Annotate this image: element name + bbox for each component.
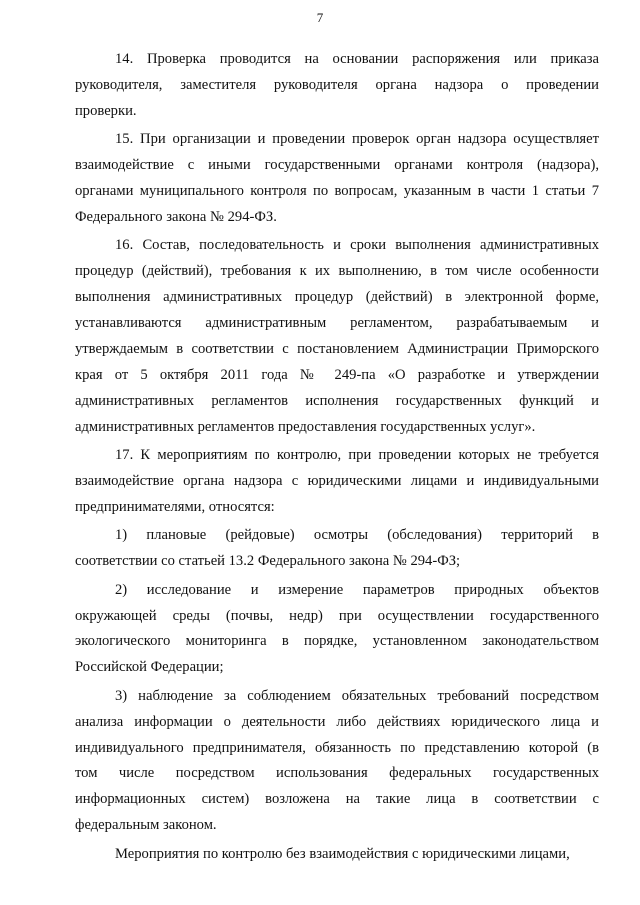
text-line: 15. При организации и проведении проверок орган надзора осуществляет: [115, 131, 599, 148]
text-line: 16. Состав, последовательность и сроки выполнения административных: [115, 237, 599, 254]
text-line: предпринимателями, относятся:: [75, 498, 275, 515]
text-line: окружающей среды (почвы, недр) при осуществлении государственного: [75, 607, 599, 624]
paragraph: [75, 127, 599, 231]
text-line: административных регламентов предоставления государственных услуг».: [75, 418, 536, 435]
text-line: края от 5 октября 2011 года № 249-па «О разработке и утверждении: [75, 366, 599, 383]
text-line: анализа информации о деятельности либо действиях юридического лица и: [75, 713, 599, 730]
paragraph: [75, 578, 599, 682]
text-line: административных регламентов исполнения государственных функций и: [75, 392, 599, 409]
paragraph: [75, 523, 599, 575]
paragraph: [75, 47, 599, 125]
text-line: выполнения административных процедур (действий) в электронной форме,: [75, 289, 599, 306]
text-line: утверждаемым в соответствии с постановлением Администрации Приморского: [75, 340, 599, 357]
paragraph: [75, 684, 599, 839]
text-line: соответствии со статьей 13.2 Федерального закона № 294-ФЗ;: [75, 553, 461, 570]
text-line: 14. Проверка проводится на основании распоряжения или приказа: [115, 51, 599, 67]
text-line: 1) плановые (рейдовые) осмотры (обследования) территорий в: [115, 527, 599, 544]
text-line: 17. К мероприятиям по контролю, при проведении которых не требуется: [115, 447, 599, 464]
document-body: [75, 47, 599, 870]
text-line: федеральным законом.: [75, 817, 217, 834]
text-line: 2) исследование и измерение параметров природных объектов: [115, 581, 599, 598]
text-line: взаимодействие с иными государственными органами контроля (надзора),: [75, 157, 599, 174]
text-line: индивидуального предпринимателя, обязанность по представлению которой (в: [75, 739, 599, 756]
page-number: 7: [316, 10, 324, 25]
text-line: устанавливаются административным регламентом, разрабатываемым и: [75, 315, 599, 332]
paragraph: [75, 443, 599, 521]
paragraph: [75, 842, 599, 868]
text-line: том числе посредством использования федеральных государственных: [75, 765, 599, 782]
text-line: Федерального закона № 294-ФЗ.: [75, 208, 277, 225]
text-line: информационных систем) возложена на такие лица в соответствии с: [75, 791, 599, 808]
text-line: руководителя, заместителя руководителя органа надзора о проведении: [75, 76, 599, 93]
text-line: органами муниципального контроля по вопросам, указанным в части 1 статьи 7: [75, 183, 599, 200]
text-line: 3) наблюдение за соблюдением обязательных требований посредством: [115, 687, 599, 704]
text-line: взаимодействие органа надзора с юридическими лицами и индивидуальными: [75, 473, 599, 489]
paragraph: [75, 233, 599, 440]
text-line: экологического мониторинга в порядке, установленном законодательством: [75, 633, 599, 650]
text-line: Российской Федерации;: [75, 659, 224, 676]
text-line: процедур (действий), требования к их выполнению, в том числе особенности: [75, 263, 599, 280]
text-line: Мероприятия по контролю без взаимодействия с юридическими лицами,: [115, 845, 570, 862]
text-line: проверки.: [75, 102, 137, 119]
